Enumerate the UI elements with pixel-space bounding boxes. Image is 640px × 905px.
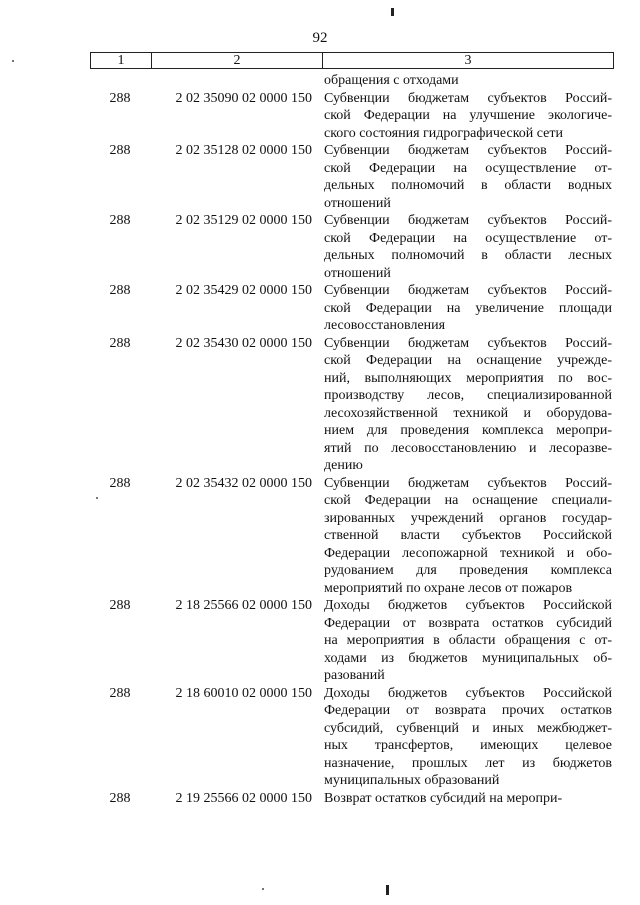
admin-code: 288 [109,790,131,806]
scan-speck [12,60,14,62]
description-line: производству лесов, специализированной [324,388,612,403]
table-row [90,597,614,685]
description-line: разований [324,668,385,683]
description-line: назначение, прошлых лет из бюджетов [324,755,612,771]
admin-code: 288 [109,475,131,491]
description-line: на мероприятия в области обращения с от- [324,633,612,648]
admin-code: 288 [109,143,131,158]
header-col-3: 3 [464,53,472,68]
description-line: дельных полномочий в области лесных [324,248,612,263]
description-line: дельных полномочий в области водных [324,178,612,193]
description-line: Федерации от возврата прочих остатков [324,703,612,718]
table-row [90,790,614,808]
description-line: Субвенции бюджетам субъектов Россий- [324,90,612,106]
revenue-description [320,212,614,282]
table-row [90,142,614,212]
admin-code: 288 [109,283,131,298]
table-header [90,52,614,69]
description-line: ходами из бюджетов муниципальных об- [324,650,612,666]
page-number: 92 [312,30,328,46]
description-line: Возврат остатков субсидий на меропри- [324,790,563,806]
description-line: Федерации лесопожарной техникой и обо- [324,545,612,561]
description-line: нием для проведения комплекса меропри- [324,423,612,438]
table-row [90,282,614,335]
admin-code: 288 [109,335,131,351]
budget-classification-code: 2 02 35128 02 0000 150 [175,143,312,158]
budget-classification-code: 2 18 25566 02 0000 150 [175,598,312,613]
continuation-row [90,72,614,90]
description-line: Субвенции бюджетам субъектов Россий- [324,143,612,158]
description-line: Субвенции бюджетам субъектов Россий- [324,283,612,298]
description-line: Доходы бюджетов субъектов Российской [324,598,612,613]
revenue-description [320,790,614,808]
revenue-description [320,335,614,475]
description-line: ского состояния гидрографической сети [324,125,563,141]
admin-code: 288 [109,598,131,613]
continuation-line: обращения с отходами [324,73,459,88]
revenue-description [320,142,614,212]
description-line: ской Федерации на улучшение экологиче- [324,108,612,123]
table-row [90,475,614,598]
budget-classification-code: 2 02 35129 02 0000 150 [175,213,312,228]
description-line: лесохозяйственной техникой и оборудова- [324,405,612,421]
description-line: ятий по лесовосстановлению и лесоразве- [324,440,612,456]
scan-mark-bottom [386,885,389,895]
budget-classification-code: 2 19 25566 02 0000 150 [175,790,312,806]
scan-speck [262,888,264,890]
description-line: Федерации от возврата остатков субсидий [324,615,612,631]
description-line: мероприятий по охране лесов от пожаров [324,580,573,596]
table-body [90,72,614,807]
description-line: Субвенции бюджетам субъектов Россий- [324,335,612,351]
description-line: Субвенции бюджетам субъектов Россий- [324,213,612,228]
budget-classification-code: 2 02 35429 02 0000 150 [175,283,312,298]
description-line: Субвенции бюджетам субъектов Россий- [324,475,612,491]
description-line: ской Федерации на увеличение площади [324,300,612,316]
revenue-description [320,685,614,790]
budget-classification-code: 2 02 35430 02 0000 150 [175,335,312,351]
table-rows [90,90,614,808]
scan-mark-top [391,8,394,16]
description-line: ний, выполняющих мероприятия по вос- [324,370,612,386]
description-line: лесовосстановления [324,318,446,333]
budget-classification-code: 2 18 60010 02 0000 150 [175,685,312,701]
revenue-description [320,597,614,685]
budget-classification-code: 2 02 35432 02 0000 150 [175,475,312,491]
admin-code: 288 [109,213,131,228]
admin-code: 288 [109,685,131,701]
budget-classification-code: 2 02 35090 02 0000 150 [175,90,312,106]
description-line: отношений [324,195,391,211]
table-row [90,335,614,475]
description-line: зированных учреждений органов государ- [324,510,612,526]
description-line: субсидий, субвенций и иных межбюджет- [324,720,612,736]
description-line: дению [324,458,363,473]
description-line: рудованием для проведения комплекса [324,563,612,578]
description-line: Доходы бюджетов субъектов Российской [324,685,612,701]
table-row [90,212,614,282]
revenue-description [320,282,614,335]
description-line: муниципальных образований [324,773,500,788]
revenue-description [320,90,614,143]
header-col-1: 1 [91,53,152,68]
description-line: ской Федерации на оснащение учрежде- [324,353,612,368]
continuation-text [320,72,614,90]
description-line: ской Федерации на оснащение специали- [324,493,612,508]
header-col-2: 2 [152,53,323,68]
description-line: ской Федерации на осуществление от- [324,160,612,176]
table-row [90,90,614,143]
description-line: ской Федерации на осуществление от- [324,230,612,246]
description-line: отношений [324,265,391,281]
table-row [90,685,614,790]
revenue-description [320,475,614,598]
admin-code: 288 [109,90,131,106]
description-line: ственной власти субъектов Российской [324,528,612,543]
description-line: ных трансфертов, имеющих целевое [324,738,612,753]
